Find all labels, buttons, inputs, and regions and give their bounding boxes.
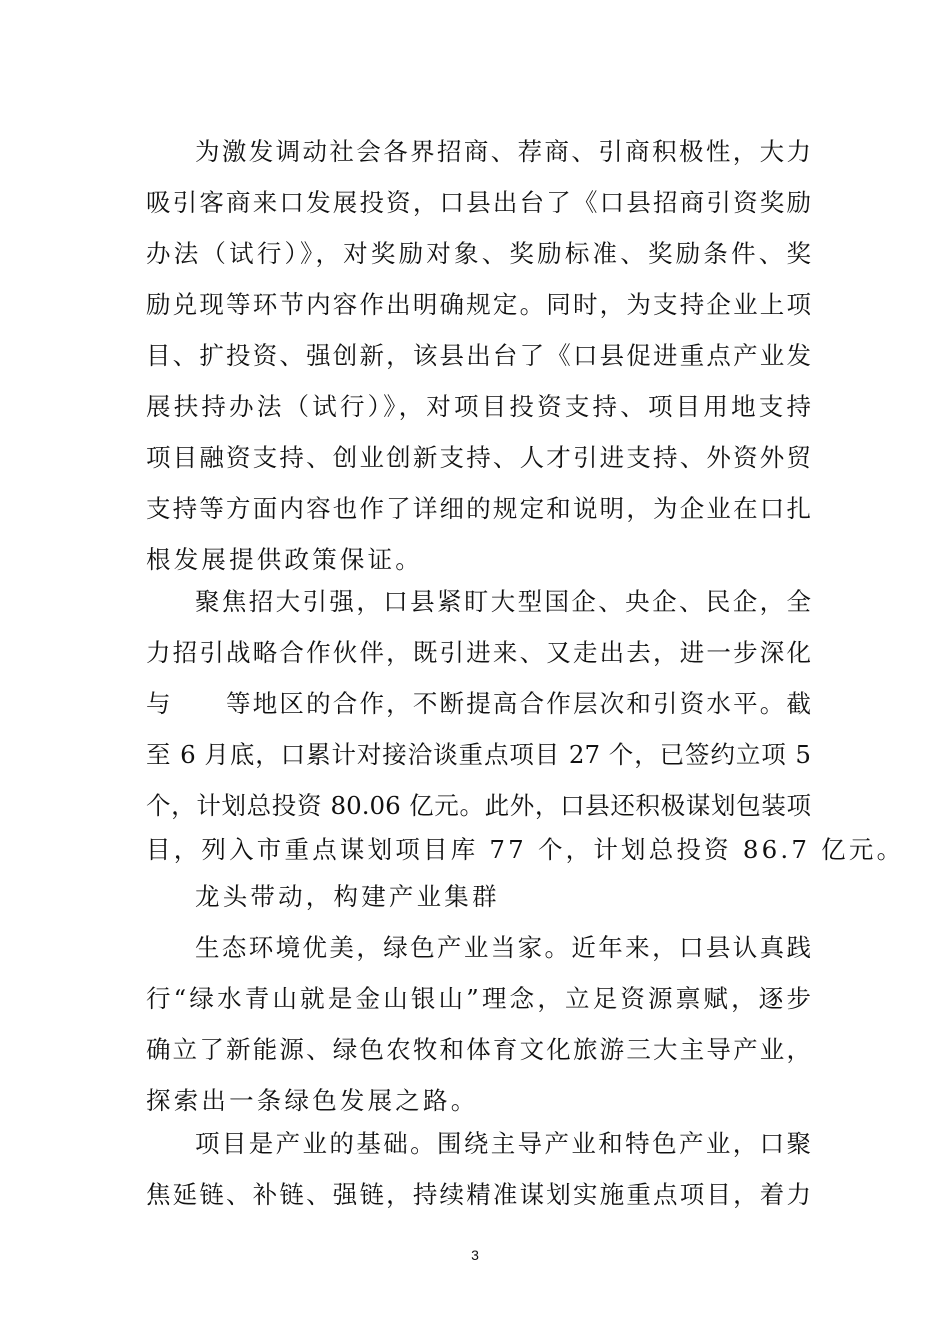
paragraph-1-line-7: 项目融资支持、创业创新支持、人才引进支持、外资外贸 <box>146 443 811 472</box>
page-number: 3 <box>471 1247 479 1263</box>
paragraph-3-line-2: 行“绿水青山就是金山银山”理念，立足资源禀赋，逐步 <box>146 984 811 1013</box>
paragraph-1-line-5: 目、扩投资、强创新，该县出台了《口县促进重点产业发 <box>146 341 811 370</box>
section-heading: 龙头带动，构建产业集群 <box>195 882 500 911</box>
paragraph-4-line-2: 焦延链、补链、强链，持续精准谋划实施重点项目，着力 <box>146 1180 811 1209</box>
paragraph-4-line-1: 项目是产业的基础。围绕主导产业和特色产业，口聚 <box>195 1129 811 1158</box>
paragraph-1-line-8: 支持等方面内容也作了详细的规定和说明，为企业在口扎 <box>146 494 811 523</box>
paragraph-1-line-9: 根发展提供政策保证。 <box>146 545 423 574</box>
paragraph-2-line-4: 至 6 月底，口累计对接洽谈重点项目 27 个，已签约立项 5 <box>146 740 811 769</box>
paragraph-1-line-6: 展扶持办法（试行）》，对项目投资支持、项目用地支持 <box>146 392 811 421</box>
paragraph-2-line-2: 力招引战略合作伙伴，既引进来、又走出去，进一步深化 <box>146 638 811 667</box>
paragraph-1-line-3: 办法（试行）》，对奖励对象、奖励标准、奖励条件、奖 <box>146 239 811 268</box>
paragraph-2-line-6: 目，列入市重点谋划项目库 77 个，计划总投资 86.7 亿元。 <box>146 835 905 864</box>
paragraph-3-line-3: 确立了新能源、绿色农牧和体育文化旅游三大主导产业， <box>146 1035 811 1064</box>
paragraph-3-line-4: 探索出一条绿色发展之路。 <box>146 1086 479 1115</box>
paragraph-1-line-4: 励兑现等环节内容作出明确规定。同时，为支持企业上项 <box>146 290 811 319</box>
paragraph-1-line-2: 吸引客商来口发展投资，口县出台了《口县招商引资奖励 <box>146 188 811 217</box>
paragraph-2-line-5: 个，计划总投资 80.06 亿元。此外，口县还积极谋划包装项 <box>146 791 811 820</box>
paragraph-3-line-1: 生态环境优美，绿色产业当家。近年来，口县认真践 <box>195 933 811 962</box>
paragraph-2-line-1: 聚焦招大引强，口县紧盯大型国企、央企、民企，全 <box>195 587 811 616</box>
paragraph-1-line-1: 为激发调动社会各界招商、荐商、引商积极性，大力 <box>195 137 811 166</box>
paragraph-2-line-3: 与 等地区的合作，不断提高合作层次和引资水平。截 <box>146 689 811 718</box>
